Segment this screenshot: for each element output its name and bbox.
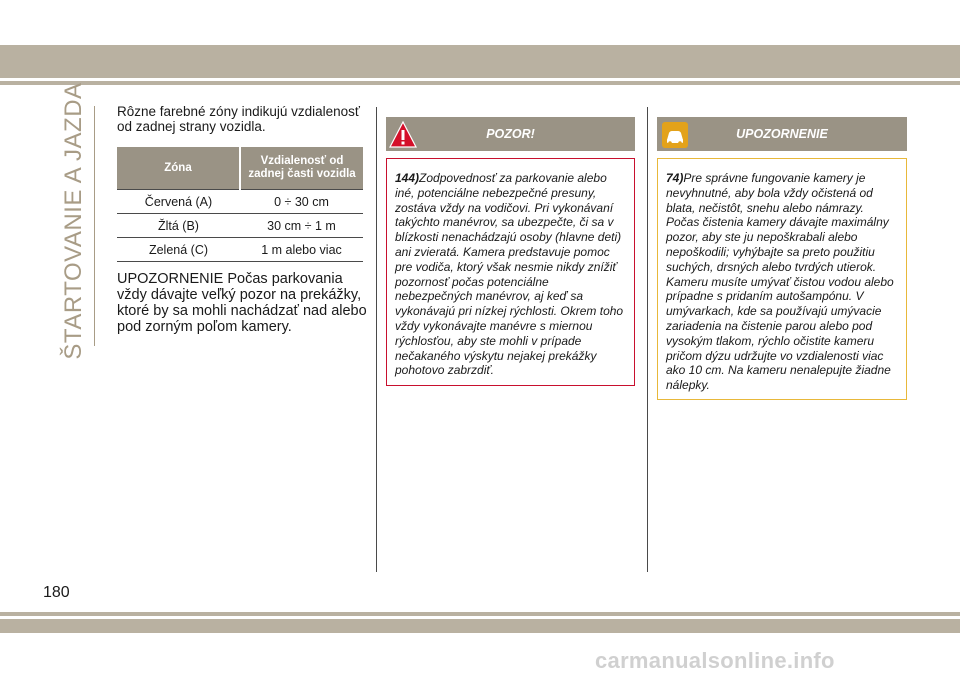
warning-body bbox=[387, 159, 634, 378]
column-divider-1 bbox=[376, 107, 377, 572]
section-title: ŠTARTOVANIE A JAZDA bbox=[60, 82, 87, 360]
caution-title: UPOZORNENIE bbox=[736, 127, 828, 141]
warning-header bbox=[386, 117, 635, 151]
table-header-row bbox=[117, 147, 363, 190]
parking-note: UPOZORNENIE Počas parkovania vždy dávajte veľký pozor na prekážky, ktoré by sa mohli nachádzať nad alebo pod zorným poľom kamery. bbox=[117, 271, 367, 335]
table-cell-distance: 30 cm ÷ 1 m bbox=[240, 214, 363, 238]
table-cell-distance: 1 m alebo viac bbox=[240, 238, 363, 262]
warning-ref: 144) bbox=[395, 171, 420, 185]
watermark: carmanualsonline.info bbox=[595, 648, 835, 673]
zones-table bbox=[117, 147, 363, 262]
top-band bbox=[0, 45, 960, 78]
warning-text: Zodpovednosť za parkovanie alebo iné, potenciálne nebezpečné presuny, zostáva vždy na vodičovi. Pri vykonávaní takýchto manévrov, sa ubezpečte, či sa v blízkosti nenachádzajú osoby (hlavne deti) ani zvieratá. Kamera predstavuje pomoc pre vodiča, ktorý však nesmie nikdy znížiť pozornosť počas potenciálne nebezpečných manévrov, aj keď sa vykonávajú pri nízkej rýchlosti. Okrem toho vždy vykonávajte manévre s miernou rýchlosťou, aby ste mohli v prípade nečakaného výskytu nejakej prekážky pohotovo zabrzdiť. bbox=[395, 171, 624, 378]
table-header-zone: Zóna bbox=[117, 147, 240, 190]
table-row bbox=[117, 214, 363, 238]
page-number: 180 bbox=[43, 584, 70, 601]
intro-text: Rôzne farebné zóny indikujú vzdialenosť od zadnej strany vozidla. bbox=[117, 104, 360, 134]
bottom-band bbox=[0, 619, 960, 633]
warning-triangle-icon bbox=[388, 120, 418, 155]
bottom-band-line bbox=[0, 612, 960, 616]
caution-body bbox=[658, 159, 906, 393]
section-title-rule bbox=[94, 106, 95, 346]
table-row bbox=[117, 238, 363, 262]
table-cell-zone: Žltá (B) bbox=[117, 214, 240, 238]
table-cell-distance: 0 ÷ 30 cm bbox=[240, 190, 363, 214]
table-row bbox=[117, 190, 363, 214]
caution-ref: 74) bbox=[666, 171, 684, 185]
table-cell-zone: Červená (A) bbox=[117, 190, 240, 214]
column-divider-2 bbox=[647, 107, 648, 572]
top-band-line bbox=[0, 81, 960, 85]
table-cell-zone: Zelená (C) bbox=[117, 238, 240, 262]
caution-header bbox=[657, 117, 907, 151]
warning-box bbox=[386, 158, 635, 386]
warning-title: POZOR! bbox=[486, 127, 535, 141]
car-caution-icon bbox=[660, 120, 690, 155]
caution-text: Pre správne fungovanie kamery je nevyhnutné, aby bola vždy očistená od blata, nečistôt, snehu alebo námrazy. Počas čistenia kamery dávajte maximálny pozor, aby ste ju nepoškrabali alebo nepoškodili; vyhýbajte sa preto použitiu suchých, drsných alebo tvrdých utierok. Kameru musíte umývať čistou vodou alebo prípadne s pridaním autošampónu. V umývarkach, kde sa používajú umývacie zariadenia na čistenie parou alebo pod vysokým tlakom, rýchlo očistite kameru pričom dýzu udržujte vo vzdialenosti viac ako 10 cm. Na kameru nenalepujte žiadne nálepky. bbox=[666, 171, 894, 393]
table-header-distance: Vzdialenosť od zadnej časti vozidla bbox=[240, 147, 363, 190]
caution-box bbox=[657, 158, 907, 400]
